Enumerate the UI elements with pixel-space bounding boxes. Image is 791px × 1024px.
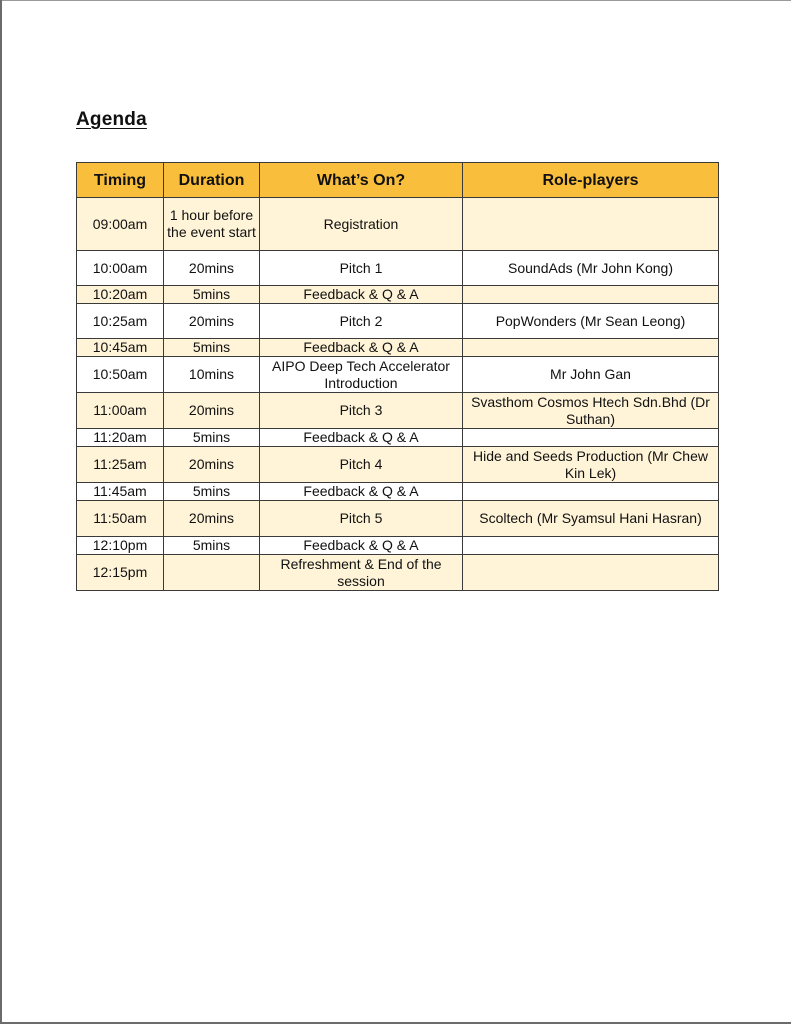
- cell-role-players: [463, 198, 719, 251]
- cell-whats-on: Feedback & Q & A: [260, 429, 463, 447]
- cell-whats-on: Registration: [260, 198, 463, 251]
- header-row: [77, 163, 719, 198]
- cell-duration: 1 hour before the event start: [164, 198, 260, 251]
- cell-duration: 5mins: [164, 429, 260, 447]
- cell-duration: 10mins: [164, 357, 260, 393]
- cell-timing: 11:25am: [77, 447, 164, 483]
- cell-role-players: Scoltech (Mr Syamsul Hani Hasran): [463, 501, 719, 537]
- cell-whats-on: Pitch 5: [260, 501, 463, 537]
- table-row: [77, 339, 719, 357]
- table-row: [77, 555, 719, 591]
- cell-role-players: Hide and Seeds Production (Mr Chew Kin Lek): [463, 447, 719, 483]
- cell-timing: 11:00am: [77, 393, 164, 429]
- table-row: [77, 251, 719, 286]
- table-row: [77, 483, 719, 501]
- page-top-border: [0, 0, 791, 1]
- cell-role-players: [463, 339, 719, 357]
- table-row: [77, 537, 719, 555]
- cell-duration: 5mins: [164, 537, 260, 555]
- cell-duration: 20mins: [164, 251, 260, 286]
- table-row: [77, 393, 719, 429]
- cell-role-players: SoundAds (Mr John Kong): [463, 251, 719, 286]
- cell-role-players: [463, 286, 719, 304]
- cell-duration: 20mins: [164, 447, 260, 483]
- header-whats-on: What’s On?: [260, 163, 463, 198]
- cell-whats-on: Pitch 2: [260, 304, 463, 339]
- cell-timing: 10:50am: [77, 357, 164, 393]
- cell-duration: 5mins: [164, 286, 260, 304]
- table-row: [77, 429, 719, 447]
- header-timing: Timing: [77, 163, 164, 198]
- cell-timing: 10:00am: [77, 251, 164, 286]
- cell-whats-on: Pitch 3: [260, 393, 463, 429]
- cell-whats-on: Feedback & Q & A: [260, 339, 463, 357]
- cell-duration: [164, 555, 260, 591]
- cell-whats-on: Feedback & Q & A: [260, 286, 463, 304]
- cell-role-players: PopWonders (Mr Sean Leong): [463, 304, 719, 339]
- cell-role-players: Svasthom Cosmos Htech Sdn.Bhd (Dr Suthan): [463, 393, 719, 429]
- page-left-border: [0, 0, 2, 1024]
- agenda-table-body: [77, 198, 719, 591]
- cell-whats-on: AIPO Deep Tech Accelerator Introduction: [260, 357, 463, 393]
- cell-role-players: [463, 429, 719, 447]
- cell-timing: 12:15pm: [77, 555, 164, 591]
- cell-timing: 11:20am: [77, 429, 164, 447]
- cell-role-players: [463, 483, 719, 501]
- cell-duration: 5mins: [164, 483, 260, 501]
- cell-role-players: Mr John Gan: [463, 357, 719, 393]
- cell-timing: 10:20am: [77, 286, 164, 304]
- cell-timing: 10:25am: [77, 304, 164, 339]
- cell-whats-on: Pitch 4: [260, 447, 463, 483]
- cell-whats-on: Refreshment & End of the session: [260, 555, 463, 591]
- cell-duration: 20mins: [164, 304, 260, 339]
- table-row: [77, 198, 719, 251]
- cell-timing: 12:10pm: [77, 537, 164, 555]
- header-duration: Duration: [164, 163, 260, 198]
- agenda-heading: Agenda: [76, 109, 147, 130]
- cell-timing: 09:00am: [77, 198, 164, 251]
- table-row: [77, 501, 719, 537]
- cell-duration: 5mins: [164, 339, 260, 357]
- cell-role-players: [463, 537, 719, 555]
- cell-whats-on: Feedback & Q & A: [260, 537, 463, 555]
- table-row: [77, 447, 719, 483]
- cell-timing: 11:50am: [77, 501, 164, 537]
- cell-duration: 20mins: [164, 501, 260, 537]
- cell-timing: 11:45am: [77, 483, 164, 501]
- cell-duration: 20mins: [164, 393, 260, 429]
- agenda-table: [76, 162, 719, 591]
- cell-role-players: [463, 555, 719, 591]
- cell-whats-on: Pitch 1: [260, 251, 463, 286]
- table-row: [77, 304, 719, 339]
- cell-timing: 10:45am: [77, 339, 164, 357]
- header-role-players: Role-players: [463, 163, 719, 198]
- table-row: [77, 286, 719, 304]
- table-row: [77, 357, 719, 393]
- agenda-table-header: [77, 163, 719, 198]
- cell-whats-on: Feedback & Q & A: [260, 483, 463, 501]
